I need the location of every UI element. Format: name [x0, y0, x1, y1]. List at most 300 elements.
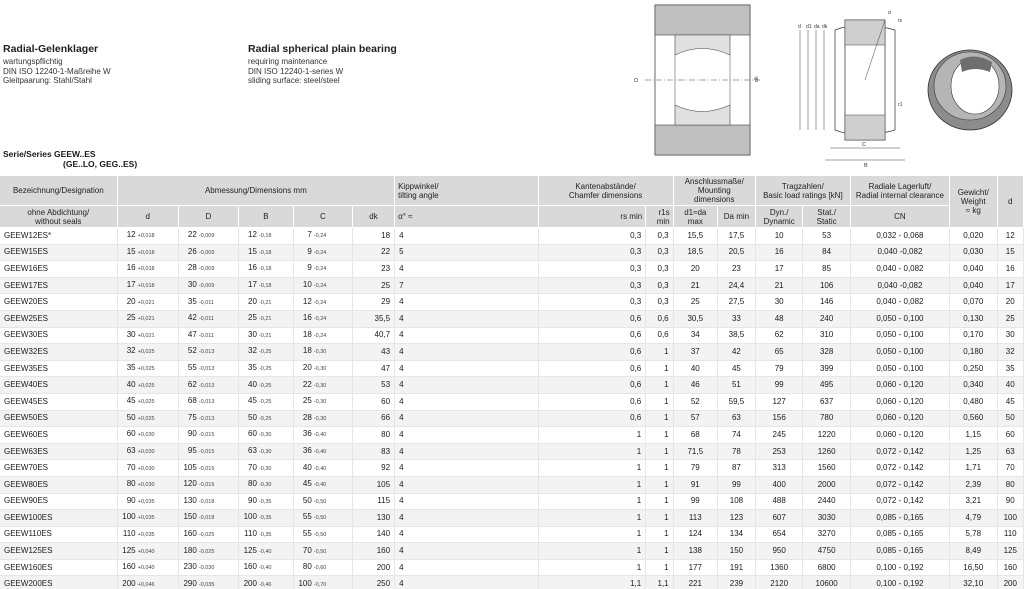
cell-designation: [0, 543, 117, 560]
cell-alpha: [395, 526, 539, 543]
cell-D: [178, 460, 238, 477]
cn-text: 0,050 - 0,100: [876, 346, 924, 356]
d-value: 70: [126, 462, 136, 472]
cell-static: [803, 393, 850, 410]
stat-text: 328: [819, 346, 834, 356]
D-value: 47: [187, 329, 197, 339]
cell-d: [117, 360, 178, 377]
cell-D: [178, 559, 238, 576]
subtitle-english-1: requiring maintenance: [248, 57, 328, 66]
cell-C: [293, 576, 352, 589]
cell-designation: [0, 460, 117, 477]
cell-d1: [673, 427, 717, 444]
table-row: [0, 360, 1024, 377]
r1s-text: 1: [664, 479, 669, 489]
dyn-text: 30: [774, 297, 784, 307]
cn-text: 0,040 - 0,082: [876, 297, 924, 307]
cell-cn: [850, 344, 949, 361]
cell-d1: [673, 277, 717, 294]
dyn-text: 17: [774, 263, 784, 273]
cell-B: [238, 493, 293, 510]
dyn-text: 48: [774, 313, 784, 323]
rs-text: 1,1: [630, 579, 642, 589]
C-value: 100: [298, 578, 312, 588]
dk-text: 83: [381, 446, 391, 456]
d-value: 125: [122, 545, 136, 555]
alpha-text: 5: [399, 247, 404, 257]
header-static: Stat./ Static: [803, 206, 850, 228]
D-value: 42: [187, 313, 197, 323]
cell-r1s: [646, 377, 673, 394]
Da-text: 123: [729, 512, 744, 522]
table-row: [0, 228, 1024, 245]
dk-text: 22: [381, 247, 391, 257]
cell-weight: [950, 559, 997, 576]
cell-D: [178, 327, 238, 344]
cell-B: [238, 377, 293, 394]
rs-text: 1: [636, 512, 642, 522]
cell-d1: [673, 443, 717, 460]
B-value: 80: [248, 479, 257, 489]
cell-alpha: [395, 377, 539, 394]
cell-alpha: [395, 476, 539, 493]
B-tolerance: -0,21: [258, 299, 272, 306]
Da-text: 87: [731, 463, 741, 473]
cell-Da: [717, 261, 755, 278]
C-value: 55: [302, 512, 312, 522]
dk-text: 80: [381, 429, 391, 439]
cell-d1: [673, 310, 717, 327]
cell-Da: [717, 377, 755, 394]
section-drawing-bearing: [798, 10, 905, 169]
header-alpha-unit: α° ≈: [395, 206, 539, 228]
C-value: 36: [302, 429, 312, 439]
header-load-ratings: Tragzahlen/ Basic load ratings [kN]: [755, 176, 850, 206]
C-value: 40: [302, 462, 312, 472]
rs-text: 0,6: [630, 346, 642, 356]
cell-alpha: [395, 443, 539, 460]
B-tolerance: -0,46: [258, 581, 272, 588]
D-tolerance: -0,009: [198, 283, 215, 290]
cell-alpha: [395, 543, 539, 560]
d1-text: 46: [690, 380, 700, 390]
cell-static: [803, 510, 850, 527]
cell-dynamic: [755, 327, 802, 344]
cn-text: 0,100 - 0,192: [876, 579, 924, 589]
rs-text: 0,3: [630, 230, 642, 240]
cell-Da: [717, 576, 755, 589]
weight-text: 0,030: [963, 247, 984, 257]
r1s-text: 1: [664, 380, 669, 390]
r1s-text: 1: [664, 529, 669, 539]
header-cn: CN: [850, 206, 949, 228]
cell-cn: [850, 460, 949, 477]
cell-Da: [717, 559, 755, 576]
cell-alpha: [395, 261, 539, 278]
cell-B: [238, 427, 293, 444]
cell-d1: [673, 510, 717, 527]
cell-d: [117, 476, 178, 493]
cell-alpha: [395, 427, 539, 444]
cell-rs: [538, 427, 646, 444]
C-tolerance: -0,24: [313, 249, 327, 256]
cell-B: [238, 443, 293, 460]
cell-B: [238, 244, 293, 261]
Da-text: 150: [729, 546, 744, 556]
d1-text: 30,5: [687, 313, 704, 323]
C-tolerance: -0,50: [313, 531, 327, 538]
C-tolerance: -0,30: [313, 399, 327, 406]
r1s-text: 0,3: [657, 263, 669, 273]
dyn-text: 65: [774, 346, 784, 356]
cell-cn: [850, 228, 949, 245]
table-row: [0, 559, 1024, 576]
C-tolerance: -0,70: [313, 581, 327, 588]
designation-text: GEEW40ES: [4, 380, 49, 390]
C-tolerance: -0,30: [313, 415, 327, 422]
cell-D: [178, 526, 238, 543]
C-value: 9: [307, 246, 312, 256]
d-value: 50: [126, 412, 136, 422]
cell-r1s: [646, 277, 673, 294]
cell-rs: [538, 294, 646, 311]
d-value: 15: [126, 246, 136, 256]
label-dk2: dk: [822, 24, 828, 30]
r1s-text: 0,3: [657, 247, 669, 257]
stat-text: 2000: [817, 479, 836, 489]
cell-d: [117, 277, 178, 294]
D-value: 52: [187, 346, 197, 356]
subtitle-german-1: wartungspflichtig: [3, 57, 63, 66]
B-tolerance: -0,18: [258, 233, 272, 240]
cell-alpha: [395, 510, 539, 527]
cell-D: [178, 543, 238, 560]
d-last-text: 16: [1005, 263, 1015, 273]
rs-text: 0,6: [630, 330, 642, 340]
D-value: 180: [183, 545, 197, 555]
Da-text: 42: [731, 346, 741, 356]
dk-text: 25: [381, 280, 391, 290]
D-tolerance: -0,018: [198, 498, 215, 505]
cell-B: [238, 360, 293, 377]
dyn-text: 950: [772, 546, 786, 556]
Da-text: 23: [731, 263, 741, 273]
cell-designation: [0, 228, 117, 245]
cell-d: [117, 493, 178, 510]
B-value: 63: [248, 446, 257, 456]
cell-rs: [538, 476, 646, 493]
d1-text: 57: [690, 413, 700, 423]
cell-dynamic: [755, 493, 802, 510]
C-value: 20: [302, 363, 312, 373]
cell-alpha: [395, 344, 539, 361]
alpha-text: 4: [399, 346, 404, 356]
cell-alpha: [395, 576, 539, 589]
cell-rs: [538, 493, 646, 510]
cell-designation: [0, 244, 117, 261]
dk-text: 200: [376, 562, 391, 572]
table-row: [0, 294, 1024, 311]
cell-weight: [950, 476, 997, 493]
cell-D: [178, 510, 238, 527]
dyn-text: 79: [774, 363, 784, 373]
header-dynamic: Dyn./ Dynamic: [755, 206, 802, 228]
d-value: 20: [126, 296, 136, 306]
cell-Da: [717, 543, 755, 560]
d-last-text: 90: [1005, 496, 1015, 506]
r1s-text: 0,3: [657, 280, 669, 290]
weight-text: 8,49: [965, 546, 982, 556]
cell-cn: [850, 261, 949, 278]
designation-text: GEEW63ES: [4, 446, 49, 456]
dk-text: 53: [381, 380, 391, 390]
designation-text: GEEW90ES: [4, 496, 49, 506]
D-value: 290: [183, 578, 197, 588]
cell-r1s: [646, 576, 673, 589]
C-value: 55: [302, 528, 312, 538]
header-C: C: [293, 206, 352, 228]
D-value: 35: [187, 296, 197, 306]
dyn-text: 400: [772, 479, 786, 489]
stat-text: 85: [822, 263, 832, 273]
cell-r1s: [646, 261, 673, 278]
dyn-text: 654: [772, 529, 786, 539]
d-value: 45: [126, 396, 136, 406]
cell-r1s: [646, 443, 673, 460]
C-tolerance: -0,40: [313, 465, 327, 472]
cell-D: [178, 493, 238, 510]
cn-text: 0,072 - 0,142: [876, 463, 924, 473]
r1s-text: 1: [664, 429, 669, 439]
weight-text: 32,10: [963, 579, 984, 589]
Da-text: 38,5: [728, 330, 745, 340]
cell-weight: [950, 543, 997, 560]
r1s-text: 0,6: [657, 330, 669, 340]
r1s-text: 1: [664, 363, 669, 373]
table-row: [0, 443, 1024, 460]
d1-text: 18,5: [687, 247, 704, 257]
cell-d-last: [997, 443, 1024, 460]
cell-d1: [673, 377, 717, 394]
cell-d1: [673, 244, 717, 261]
C-tolerance: -0,30: [313, 366, 327, 373]
header-english: [248, 43, 508, 86]
weight-text: 0,340: [963, 380, 984, 390]
weight-text: 0,180: [963, 346, 984, 356]
cell-dynamic: [755, 228, 802, 245]
D-tolerance: -0,035: [198, 581, 215, 588]
rs-text: 1: [636, 529, 642, 539]
cell-rs: [538, 443, 646, 460]
d-tolerance: +0,035: [137, 515, 155, 522]
B-value: 35: [248, 363, 257, 373]
cell-designation: [0, 526, 117, 543]
B-value: 60: [248, 429, 257, 439]
table-row: [0, 427, 1024, 444]
cell-static: [803, 543, 850, 560]
table-row: [0, 460, 1024, 477]
cell-B: [238, 510, 293, 527]
cell-d1: [673, 261, 717, 278]
cell-Da: [717, 344, 755, 361]
header-r1s: r1s min: [646, 206, 673, 228]
B-value: 12: [248, 230, 257, 240]
dk-text: 35,5: [374, 313, 391, 323]
stat-text: 53: [822, 230, 832, 240]
weight-text: 0,040: [963, 280, 984, 290]
cell-alpha: [395, 244, 539, 261]
d-tolerance: +0,018: [137, 249, 155, 256]
cell-B: [238, 476, 293, 493]
alpha-text: 4: [399, 413, 404, 423]
C-tolerance: -0,40: [313, 482, 327, 489]
d1-text: 138: [688, 546, 702, 556]
cell-C: [293, 410, 352, 427]
d-tolerance: +0,025: [137, 415, 155, 422]
cell-Da: [717, 294, 755, 311]
cell-dynamic: [755, 576, 802, 589]
cell-cn: [850, 277, 949, 294]
dk-text: 115: [377, 496, 391, 506]
cell-weight: [950, 427, 997, 444]
cell-cn: [850, 476, 949, 493]
cell-d: [117, 443, 178, 460]
d-tolerance: +0,035: [137, 531, 155, 538]
Da-text: 24,4: [728, 280, 745, 290]
cell-d-last: [997, 360, 1024, 377]
D-value: 28: [187, 263, 197, 273]
stat-text: 84: [822, 247, 832, 257]
cell-static: [803, 261, 850, 278]
rs-text: 0,6: [630, 363, 642, 373]
dyn-text: 245: [772, 429, 786, 439]
cell-r1s: [646, 543, 673, 560]
cell-dynamic: [755, 377, 802, 394]
table-row: [0, 526, 1024, 543]
alpha-text: 4: [399, 562, 404, 572]
cn-text: 0,085 - 0,165: [876, 546, 924, 556]
D-tolerance: -0,013: [198, 399, 215, 406]
d-value: 60: [126, 429, 136, 439]
r1s-text: 1: [664, 546, 669, 556]
cell-Da: [717, 410, 755, 427]
D-tolerance: -0,013: [198, 382, 215, 389]
weight-text: 0,070: [963, 297, 984, 307]
cell-cn: [850, 327, 949, 344]
stat-text: 146: [819, 297, 834, 307]
B-tolerance: -0,25: [258, 415, 272, 422]
cell-designation: [0, 576, 117, 589]
cell-Da: [717, 244, 755, 261]
B-value: 90: [248, 495, 257, 505]
cell-D: [178, 393, 238, 410]
cell-d: [117, 460, 178, 477]
cell-r1s: [646, 327, 673, 344]
cell-cn: [850, 310, 949, 327]
cell-weight: [950, 244, 997, 261]
cell-D: [178, 360, 238, 377]
cell-dk: [352, 510, 394, 527]
C-tolerance: -0,50: [313, 515, 327, 522]
subtitle-english-2: DIN ISO 12240-1-series W: [248, 66, 344, 76]
cell-static: [803, 493, 850, 510]
cell-static: [803, 228, 850, 245]
weight-text: 0,560: [963, 413, 984, 423]
d-tolerance: +0,021: [137, 332, 155, 339]
alpha-text: 4: [399, 297, 404, 307]
label-B: B: [864, 163, 868, 169]
d-value: 110: [122, 528, 136, 538]
alpha-text: 4: [399, 529, 404, 539]
cell-B: [238, 576, 293, 589]
header-german: [3, 43, 233, 86]
cell-d: [117, 327, 178, 344]
cell-D: [178, 244, 238, 261]
cell-designation: [0, 261, 117, 278]
cell-cn: [850, 559, 949, 576]
cell-dk: [352, 476, 394, 493]
d-tolerance: +0,025: [137, 382, 155, 389]
Da-text: 74: [731, 429, 741, 439]
cell-D: [178, 576, 238, 589]
B-value: 45: [248, 396, 257, 406]
D-value: 26: [187, 246, 197, 256]
dk-text: 160: [376, 546, 391, 556]
cell-C: [293, 393, 352, 410]
Da-text: 78: [731, 446, 741, 456]
Da-text: 27,5: [728, 297, 745, 307]
d-tolerance: +0,025: [137, 349, 155, 356]
designation-text: GEEW35ES: [4, 363, 49, 373]
cell-dk: [352, 559, 394, 576]
cell-designation: [0, 344, 117, 361]
subtitle-german-2: DIN ISO 12240-1-Maßreihe W: [3, 66, 111, 76]
table-row: [0, 476, 1024, 493]
cell-dk: [352, 427, 394, 444]
cell-B: [238, 327, 293, 344]
C-value: 28: [302, 412, 312, 422]
cell-dynamic: [755, 410, 802, 427]
cell-D: [178, 228, 238, 245]
rs-text: 0,6: [630, 313, 642, 323]
bearing-drawings: [630, 0, 1024, 170]
stat-text: 495: [819, 380, 834, 390]
Da-text: 108: [729, 496, 744, 506]
d-tolerance: +0,040: [137, 548, 155, 555]
cell-d-last: [997, 543, 1024, 560]
cell-C: [293, 244, 352, 261]
cell-Da: [717, 360, 755, 377]
B-value: 100: [243, 512, 257, 522]
B-tolerance: -0,30: [258, 449, 272, 456]
dk-text: 40,7: [374, 330, 391, 340]
cell-r1s: [646, 476, 673, 493]
header-designation: Bezeichnung/Designation: [0, 176, 117, 206]
cell-B: [238, 294, 293, 311]
designation-text: GEEW125ES: [4, 546, 53, 556]
cell-dk: [352, 543, 394, 560]
table-body: [0, 228, 1024, 589]
Da-text: 134: [729, 529, 744, 539]
cell-weight: [950, 443, 997, 460]
cell-d1: [673, 393, 717, 410]
cell-d1: [673, 543, 717, 560]
designation-text: GEEW17ES: [4, 280, 49, 290]
cell-Da: [717, 277, 755, 294]
cell-alpha: [395, 393, 539, 410]
r1s-text: 0,3: [657, 230, 669, 240]
C-value: 10: [302, 280, 312, 290]
